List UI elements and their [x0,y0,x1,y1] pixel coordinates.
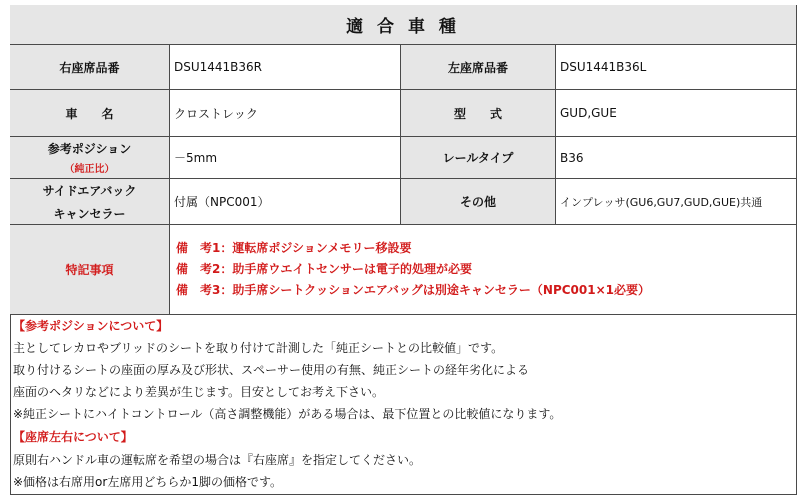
vehicle-value [170,90,401,137]
other-label-text: その他 [459,195,496,209]
model-label-text: 型 式 [453,106,502,121]
position-line: 取り付けるシートの座面の厚み及び形状、スペーサー使用の有無、純正シートの経年劣化による [13,363,530,377]
left-seat-value-text: DSU1441B36L [560,60,647,74]
right-seat-label [10,45,170,90]
airbag-canceller-label [10,179,170,225]
vehicle-label [10,90,170,137]
airbag-label-line1: サイドエアバック [42,183,137,198]
airbag-canceller-value [170,179,401,225]
notes-label-text: 特記事項 [65,263,114,277]
vehicle-value-text: クロストレック [174,106,258,121]
notes-label [10,225,170,315]
note-item: 備 考1：運転席ポジションメモリー移設要 [176,241,412,255]
position-line: 主としてレカロやブリッドのシートを取り付けて計測した「純正シートとの比較値」です。 [13,341,504,355]
compatibility-sheet [10,5,797,495]
note-item: 備 考3：助手席シートクッションエアバッグは別途キャンセラー（NPC001×1必要） [176,283,651,297]
ref-position-sublabel: （純正比） [64,164,115,175]
rail-type-label [401,137,556,179]
other-value [556,179,797,225]
vehicle-label-text: 車 名 [65,106,114,121]
ref-position-label [10,137,170,179]
airbag-label-line2: キャンセラー [53,206,126,221]
position-line: ※純正シートにハイトコントロール（高さ調整機能）がある場合は、最下位置との比較値になります。 [13,407,562,421]
model-value [556,90,797,137]
airbag-value-text: 付属（NPC001） [174,195,270,209]
ref-position-value-text: －5mm [174,151,218,165]
position-heading: 【参考ポジションについて】 [13,319,169,333]
right-seat-label-text: 右座席品番 [59,60,120,75]
ref-position-value [170,137,401,179]
position-line: 座面のヘタリなどにより差異が生じます。目安としてお考え下さい。 [13,385,385,399]
other-label [401,179,556,225]
right-seat-value-text: DSU1441B36R [174,60,263,74]
other-value-text: インプレッサ(GU6,GU7,GUD,GUE)共通 [560,195,763,209]
right-seat-value [170,45,401,90]
note-item: 備 考2：助手席ウエイトセンサーは電子的処理が必要 [176,262,472,276]
ref-position-label-text: 参考ポジション [47,142,132,156]
model-label [401,90,556,137]
notes-list [170,225,797,315]
side-line: 原則右ハンドル車の運転席を希望の場合は『右座席』を指定してください。 [13,453,422,467]
rail-type-label-text: レールタイプ [442,151,514,165]
page-title: 適 合 車 種 [10,5,797,45]
left-seat-label-text: 左座席品番 [447,60,508,75]
left-seat-value [556,45,797,90]
rail-type-value [556,137,797,179]
model-value-text: GUD,GUE [560,106,617,120]
left-seat-label [401,45,556,90]
side-heading: 【座席左右について】 [13,430,133,444]
side-line: ※価格は右席用or左席用どちらか1脚の価格です。 [13,475,283,489]
rail-type-value-text: B36 [560,150,584,165]
